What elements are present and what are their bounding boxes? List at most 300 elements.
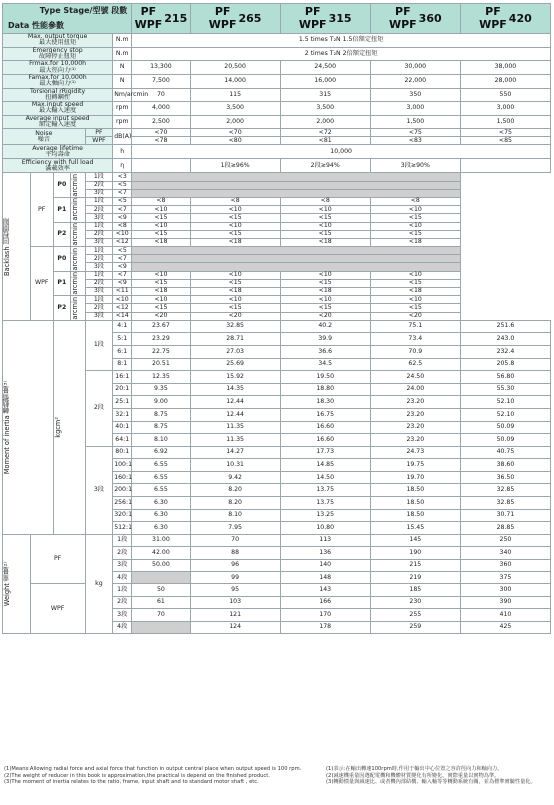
- stage-label: 2段: [85, 304, 113, 312]
- value-cell: 70: [190, 534, 280, 546]
- value-cell: <10: [132, 206, 190, 214]
- value-cell: 185: [370, 584, 460, 596]
- empty-cell: [132, 621, 190, 633]
- precision-label: P0: [53, 173, 70, 198]
- value-cell: <10: [113, 296, 132, 304]
- value-cell: <10: [132, 222, 190, 230]
- stage-label: 2段: [85, 230, 113, 238]
- data-label: Data 性能參數: [8, 20, 65, 30]
- table-row: [3, 296, 551, 304]
- table-row: [3, 230, 551, 238]
- value-cell: <15: [280, 214, 370, 222]
- ratio-cell: 256:1: [113, 497, 132, 510]
- value-cell: <18: [280, 238, 370, 246]
- label-zh: 故障停止扭矩: [39, 52, 77, 60]
- value-cell: <20: [132, 312, 190, 320]
- label-en: Noise: [35, 129, 53, 137]
- value-cell: 360: [460, 559, 550, 571]
- model-header: [190, 4, 280, 34]
- value-cell: 70: [132, 88, 190, 102]
- ratio-cell: 32:1: [113, 408, 132, 421]
- value-cell: 8.75: [132, 408, 190, 421]
- value-cell: 251.6: [460, 320, 550, 333]
- stage-label: 3段: [85, 238, 113, 246]
- value-cell: 2,000: [190, 115, 280, 129]
- value-cell: 340: [460, 547, 550, 559]
- value-cell: 13.75: [280, 497, 370, 510]
- value-cell: <81: [280, 137, 370, 145]
- stage-label: 1段: [113, 534, 132, 546]
- value-cell: 14.35: [190, 383, 280, 396]
- value-cell: 232.4: [460, 345, 550, 358]
- label-en: Average input speed: [25, 114, 90, 122]
- value-cell: 300: [460, 584, 550, 596]
- value-cell: <72: [280, 129, 370, 137]
- value-cell: 2段≥94%: [280, 159, 370, 173]
- ratio-cell: 5:1: [113, 333, 132, 346]
- spec-label: [3, 102, 113, 116]
- value-cell: 18.50: [370, 484, 460, 497]
- table-row: [3, 88, 551, 102]
- model-number: 360: [418, 12, 442, 25]
- value-cell: 550: [460, 88, 550, 102]
- stage-label: 3段: [85, 189, 113, 197]
- label-zh: 噪音: [37, 135, 50, 143]
- backlash-title: Backlash 回程間隙: [3, 217, 11, 276]
- table-row: [3, 320, 551, 333]
- value-cell: <10: [190, 271, 280, 279]
- table-row: [3, 288, 551, 296]
- value-cell: 42.00: [132, 547, 190, 559]
- stage-label: 4段: [113, 621, 132, 633]
- table-row: [3, 214, 551, 222]
- inertia-label: [3, 320, 54, 534]
- value-cell: <10: [190, 296, 280, 304]
- footnotes-en: [4, 766, 322, 786]
- unit-cell: dB(A): [113, 129, 132, 145]
- value-cell: 24.73: [370, 446, 460, 459]
- value-cell: 143: [280, 584, 370, 596]
- value-cell: 140: [280, 559, 370, 571]
- value-cell: 410: [460, 609, 550, 621]
- value-cell: 32.85: [460, 497, 550, 510]
- stage-label: 3段: [85, 214, 113, 222]
- table-row: [3, 584, 551, 596]
- type-label: [30, 534, 85, 584]
- table-row: [3, 189, 551, 197]
- table-row: [3, 61, 551, 75]
- value-cell: 9.00: [132, 396, 190, 409]
- value-cell: 3,500: [280, 102, 370, 116]
- value-cell: <20: [370, 312, 460, 320]
- value-cell: 215: [370, 559, 460, 571]
- value-cell: <15: [132, 214, 190, 222]
- value-cell: 30,000: [370, 61, 460, 75]
- label-en: Average lifetime: [32, 144, 83, 152]
- stage-label: 2段: [85, 181, 113, 189]
- empty-cell: [132, 173, 461, 181]
- value-cell: 8.20: [190, 484, 280, 497]
- value-cell: <15: [280, 230, 370, 238]
- value-cell: <10: [190, 206, 280, 214]
- model-bottom: WPF: [298, 17, 327, 31]
- value-cell: <12: [113, 304, 132, 312]
- value-cell: 205.8: [460, 358, 550, 371]
- value-cell: <18: [190, 238, 280, 246]
- stage-label: 1段: [113, 584, 132, 596]
- arcmin-unit: arcmin: [70, 247, 79, 271]
- ratio-cell: 6:1: [113, 345, 132, 358]
- ratio-cell: 100:1: [113, 459, 132, 472]
- stage-label: 3段: [85, 446, 113, 534]
- value-cell: <7: [113, 189, 132, 197]
- stage-label: 1段: [85, 197, 113, 205]
- noise-label: [3, 129, 86, 145]
- ratio-cell: 16:1: [113, 371, 132, 384]
- stage-label: 3段: [85, 312, 113, 320]
- value-cell: <20: [190, 312, 280, 320]
- value-cell: 124: [190, 621, 280, 633]
- table-row: [3, 181, 551, 189]
- model-top: PF: [395, 5, 411, 19]
- value-cell: 15.45: [370, 522, 460, 535]
- model-bottom: WPF: [134, 17, 163, 31]
- stage-label: 3段: [113, 559, 132, 571]
- stage-label: 1段: [85, 271, 113, 279]
- value-cell: 8.75: [132, 421, 190, 434]
- table-row: [3, 238, 551, 246]
- label-zh: 平均壽命: [45, 150, 70, 158]
- model-top: PF: [485, 5, 501, 19]
- value-cell: 14.85: [280, 459, 370, 472]
- value-cell: 6.55: [132, 459, 190, 472]
- value-cell: 13,300: [132, 61, 190, 75]
- value-cell: <15: [370, 230, 460, 238]
- value-cell: 18.50: [370, 497, 460, 510]
- arcmin-unit: arcmin: [70, 198, 79, 222]
- value-cell: 22,000: [370, 74, 460, 88]
- value-cell: <75: [370, 129, 460, 137]
- label-zh: 最大軸向力⁽¹⁾: [39, 80, 76, 88]
- model-number: 215: [164, 12, 188, 25]
- ratio-cell: 20:1: [113, 383, 132, 396]
- unit-cell: N.m: [113, 47, 132, 61]
- value-cell: 28.85: [460, 522, 550, 535]
- value-cell: 13.75: [280, 484, 370, 497]
- stage-label: 1段: [85, 320, 113, 370]
- empty-cell: [132, 181, 461, 189]
- model-header: [370, 4, 460, 34]
- unit-cell: [70, 222, 85, 247]
- value-cell: 27.03: [190, 345, 280, 358]
- label-en: Famax.for 10,000h: [28, 73, 87, 81]
- value-cell: 16.60: [280, 434, 370, 447]
- value-cell: 10,000: [132, 145, 551, 159]
- value-cell: 31.00: [132, 534, 190, 546]
- unit-cell: N: [113, 61, 132, 75]
- value-cell: <7: [113, 271, 132, 279]
- value-cell: 24.00: [370, 383, 460, 396]
- value-cell: <10: [190, 222, 280, 230]
- label-en: Frmax.for 10,000h: [29, 60, 87, 68]
- table-row: [3, 446, 551, 459]
- value-cell: 28.71: [190, 333, 280, 346]
- value-cell: 23.67: [132, 320, 190, 333]
- unit-cell: rpm: [113, 115, 132, 129]
- value-cell: <5: [113, 247, 132, 255]
- value-cell: <15: [280, 304, 370, 312]
- spec-label: [3, 61, 113, 75]
- value-cell: 16.75: [280, 408, 370, 421]
- spec-label: [3, 34, 113, 48]
- model-top: PF: [304, 5, 321, 19]
- value-cell: 2,500: [132, 115, 190, 129]
- value-cell: 15.92: [190, 371, 280, 384]
- label-en: Emergency stop: [32, 46, 83, 54]
- value-cell: 20.51: [132, 358, 190, 371]
- value-cell: 22.75: [132, 345, 190, 358]
- value-cell: 11.35: [190, 434, 280, 447]
- value-cell: <18: [190, 288, 280, 296]
- value-cell: 23.20: [370, 396, 460, 409]
- value-cell: 115: [190, 88, 280, 102]
- value-cell: <18: [370, 288, 460, 296]
- value-cell: <11: [113, 288, 132, 296]
- unit-cell: η: [113, 159, 132, 173]
- table-row: [3, 222, 551, 230]
- value-cell: 18.30: [280, 396, 370, 409]
- empty-cell: [132, 247, 461, 255]
- ratio-cell: 160:1: [113, 471, 132, 484]
- value-cell: 315: [280, 88, 370, 102]
- unit-cell: Nm/arcmin: [113, 88, 132, 102]
- spec-label: [3, 88, 113, 102]
- value-cell: 16,000: [280, 74, 370, 88]
- value-cell: 8.10: [190, 509, 280, 522]
- ratio-cell: 64:1: [113, 434, 132, 447]
- label-en: Max. output torque: [27, 33, 88, 40]
- backlash-label: [3, 173, 31, 320]
- value-cell: 75.1: [370, 320, 460, 333]
- table-row: [3, 34, 551, 48]
- table-row: [3, 197, 551, 205]
- value-cell: 19.75: [370, 459, 460, 472]
- table-row: [3, 47, 551, 61]
- value-cell: 32.85: [460, 484, 550, 497]
- type-stage-label: Type Stage/型號 段數: [39, 6, 128, 16]
- table-row: [3, 271, 551, 279]
- spec-table: [2, 3, 551, 634]
- stage-label: 3段: [85, 263, 113, 271]
- value-cell: 103: [190, 596, 280, 608]
- type-label: [30, 584, 85, 634]
- value-cell: 8.10: [132, 434, 190, 447]
- weight-type: PF: [53, 554, 62, 562]
- value-cell: <15: [132, 230, 190, 238]
- weight-title: Weight 重量⁽²⁾: [3, 561, 11, 606]
- value-cell: 3,500: [190, 102, 280, 116]
- value-cell: 52.10: [460, 396, 550, 409]
- value-cell: 10.31: [190, 459, 280, 472]
- value-cell: 32.85: [190, 320, 280, 333]
- stage-label: 2段: [85, 206, 113, 214]
- table-row: [3, 159, 551, 173]
- value-cell: 23.20: [370, 434, 460, 447]
- value-cell: 52.10: [460, 408, 550, 421]
- value-cell: 136: [280, 547, 370, 559]
- value-cell: 70: [132, 609, 190, 621]
- value-cell: <8: [190, 197, 280, 205]
- value-cell: 24,500: [280, 61, 370, 75]
- value-cell: 6.30: [132, 509, 190, 522]
- value-cell: 19.50: [280, 371, 370, 384]
- value-cell: 12.44: [190, 408, 280, 421]
- note-en-3: (3)The moment of inertia relates to the ratio, frame, input shaft and to standard motor shaft , etc.: [4, 779, 259, 785]
- table-row: [3, 371, 551, 384]
- value-cell: 11.35: [190, 421, 280, 434]
- value-cell: <15: [190, 279, 280, 287]
- value-cell: 6.55: [132, 471, 190, 484]
- value-cell: 375: [460, 572, 550, 584]
- spec-label: [3, 159, 113, 173]
- model-top: PF: [214, 5, 231, 19]
- label-zh: 額定輸入速度: [39, 121, 77, 129]
- type-label: WPF: [30, 247, 53, 321]
- value-cell: 23.20: [370, 408, 460, 421]
- value-cell: 38,000: [460, 61, 550, 75]
- value-cell: <15: [370, 279, 460, 287]
- value-cell: 9.35: [132, 383, 190, 396]
- table-row: [3, 129, 551, 137]
- value-cell: 17.73: [280, 446, 370, 459]
- value-cell: 255: [370, 609, 460, 621]
- stage-label: 3段: [113, 609, 132, 621]
- value-cell: 350: [370, 88, 460, 102]
- value-cell: 99: [190, 572, 280, 584]
- value-cell: <70: [132, 129, 190, 137]
- value-cell: 250: [460, 534, 550, 546]
- label-zh: 最大輸入速度: [39, 107, 77, 115]
- model-header: [132, 4, 190, 34]
- value-cell: <12: [113, 238, 132, 246]
- label-zh: 最大使用扭矩: [39, 39, 77, 47]
- empty-cell: [132, 572, 190, 584]
- table-row: [3, 304, 551, 312]
- value-cell: <9: [113, 279, 132, 287]
- value-cell: <10: [280, 206, 370, 214]
- value-cell: 16.60: [280, 421, 370, 434]
- arcmin-unit: arcmin: [70, 296, 79, 320]
- value-cell: 1,500: [460, 115, 550, 129]
- value-cell: 70.9: [370, 345, 460, 358]
- value-cell: 6.30: [132, 497, 190, 510]
- value-cell: 425: [460, 621, 550, 633]
- unit-cell: [70, 197, 85, 222]
- value-cell: <18: [132, 238, 190, 246]
- ratio-cell: 40:1: [113, 421, 132, 434]
- value-cell: 18.80: [280, 383, 370, 396]
- precision-label: P2: [53, 222, 70, 247]
- value-cell: 3,000: [370, 102, 460, 116]
- value-cell: <18: [280, 288, 370, 296]
- label-zh: 最大徑向力⁽¹⁾: [39, 66, 76, 74]
- stage-label: 2段: [113, 547, 132, 559]
- unit-cell: [70, 173, 85, 198]
- ratio-cell: 25:1: [113, 396, 132, 409]
- value-cell: <7: [113, 255, 132, 263]
- value-cell: 3,000: [460, 102, 550, 116]
- stage-label: 1段: [85, 247, 113, 255]
- value-cell: <10: [132, 271, 190, 279]
- value-cell: 6.55: [132, 484, 190, 497]
- value-cell: <70: [190, 129, 280, 137]
- value-cell: 259: [370, 621, 460, 633]
- value-cell: <75: [460, 129, 550, 137]
- value-cell: 113: [280, 534, 370, 546]
- noise-pf: PF: [85, 129, 113, 137]
- table-row: [3, 247, 551, 255]
- inertia-title: Moment of inertia 轉動慣量⁽³⁾: [3, 380, 11, 474]
- value-cell: 34.5: [280, 358, 370, 371]
- arcmin-unit: arcmin: [70, 272, 79, 295]
- value-cell: 3段≥90%: [370, 159, 460, 173]
- value-cell: 23.29: [132, 333, 190, 346]
- value-cell: <8: [280, 197, 370, 205]
- note-zh-2: (2)減速機重量因選配電機和機體材質變化有所變化。實際重量以實物為準。: [326, 772, 500, 779]
- value-cell: <10: [370, 271, 460, 279]
- unit-cell: [70, 271, 85, 296]
- table-row: [3, 263, 551, 271]
- ratio-cell: 80:1: [113, 446, 132, 459]
- footnotes-zh: [326, 766, 550, 786]
- arcmin-unit: arcmin: [70, 222, 79, 246]
- value-cell: 19.70: [370, 471, 460, 484]
- value-cell: 170: [280, 609, 370, 621]
- ratio-cell: 4:1: [113, 320, 132, 333]
- note-en-2: (2)The weight of reducer in this book is approximation,the practical is depend on the finished product.: [4, 772, 270, 779]
- value-cell: 30.71: [460, 509, 550, 522]
- value-cell: 28,000: [460, 74, 550, 88]
- stage-label: 4段: [113, 572, 132, 584]
- value-cell: 12.35: [132, 371, 190, 384]
- weight-type: WPF: [50, 604, 65, 612]
- spec-label: [3, 115, 113, 129]
- precision-label: P1: [53, 197, 70, 222]
- value-cell: 8.20: [190, 497, 280, 510]
- value-cell: 2 times T₂N 2倍額定扭矩: [132, 47, 551, 61]
- unit-cell: rpm: [113, 102, 132, 116]
- value-cell: 24.50: [370, 371, 460, 384]
- type-label: PF: [30, 173, 53, 247]
- stage-label: 1段: [85, 173, 113, 181]
- value-cell: 61: [132, 596, 190, 608]
- stage-label: 2段: [85, 279, 113, 287]
- stage-label: 2段: [85, 255, 113, 263]
- value-cell: 6.30: [132, 522, 190, 535]
- unit-cell: [53, 320, 85, 534]
- unit-cell: [70, 296, 85, 321]
- value-cell: <10: [280, 296, 370, 304]
- value-cell: 36.6: [280, 345, 370, 358]
- kgcm2-unit: kgcm²: [53, 416, 62, 438]
- arcmin-unit: arcmin: [70, 173, 79, 197]
- precision-label: P1: [53, 271, 70, 296]
- value-cell: <10: [370, 296, 460, 304]
- value-cell: <83: [370, 137, 460, 145]
- table-row: [3, 102, 551, 116]
- value-cell: 145: [370, 534, 460, 546]
- ratio-cell: 512:1: [113, 522, 132, 535]
